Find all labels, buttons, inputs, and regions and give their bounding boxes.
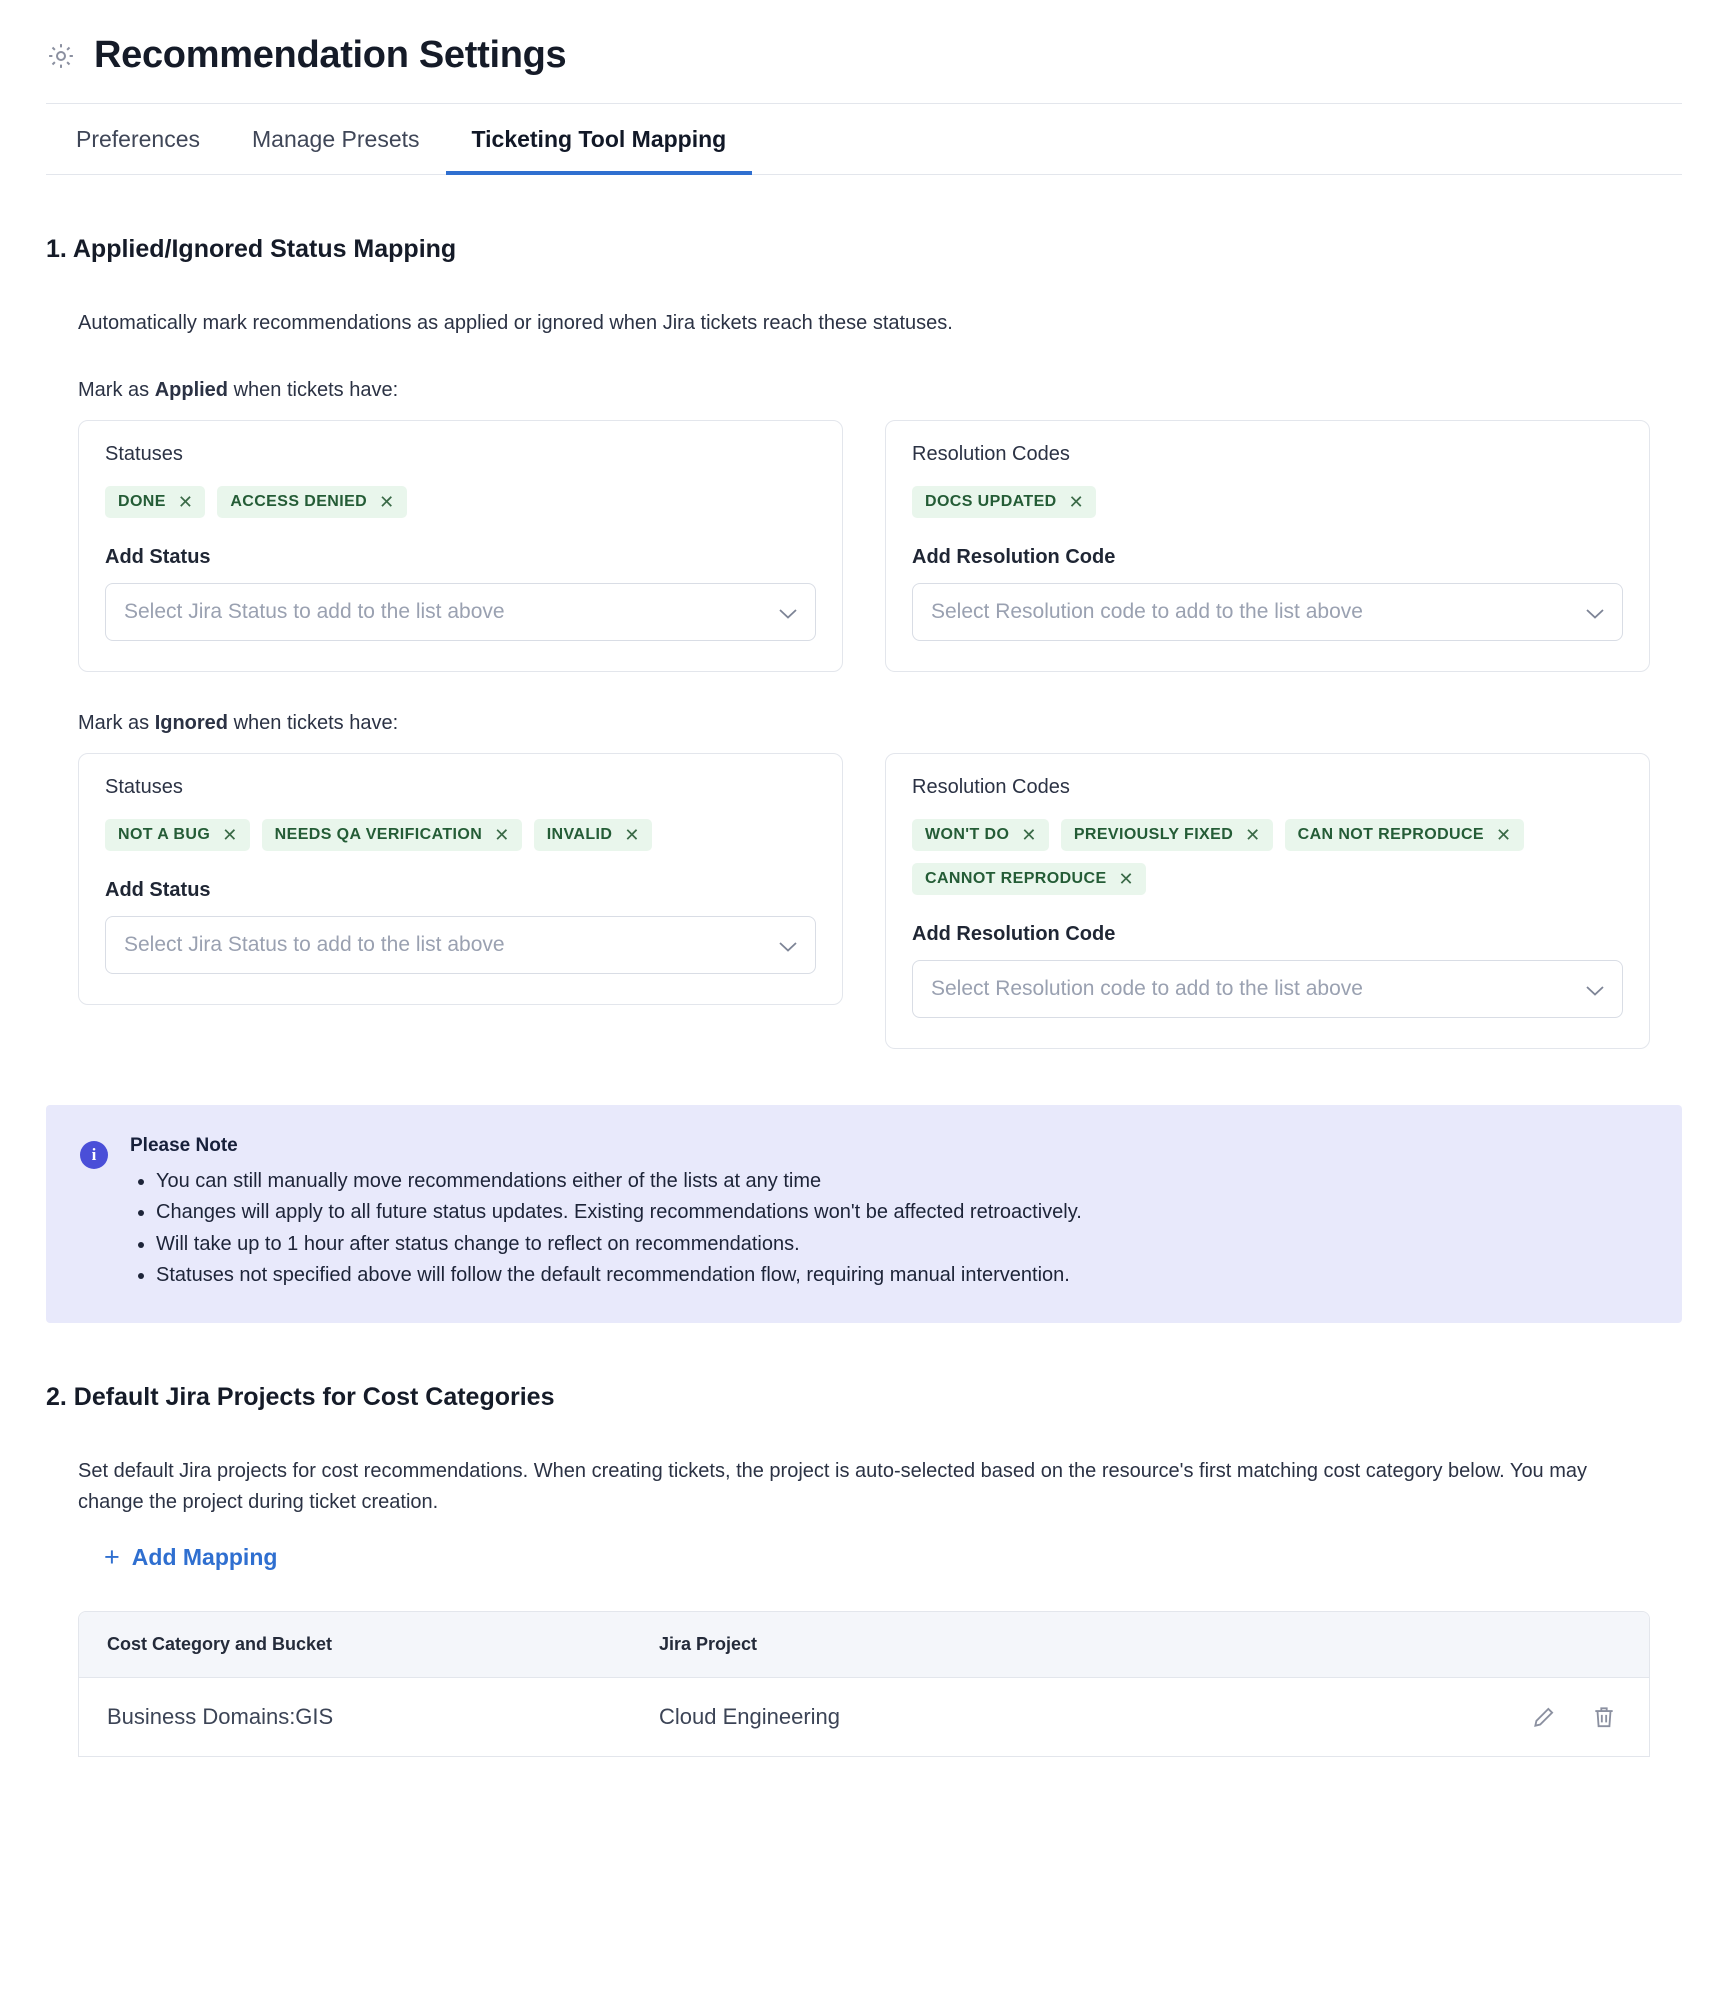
applied-group-label [78, 379, 1650, 402]
note-item: • You can still manually move recommendations either of the lists at any time [156, 1167, 1082, 1195]
cell-cost-category: Business Domains:GIS [107, 1703, 334, 1729]
chip-label: NEEDS QA VERIFICATION [274, 826, 483, 843]
note-list [130, 1167, 1082, 1290]
ignored-add-status-label: Add Status [105, 879, 211, 901]
row-actions [1509, 1704, 1649, 1730]
applied-label-prefix: Mark as [78, 379, 155, 401]
chip[interactable] [262, 819, 522, 851]
chip-remove-icon[interactable]: ✕ [1021, 825, 1037, 845]
chip-remove-icon[interactable]: ✕ [1118, 869, 1135, 889]
chevron-down-icon [1586, 607, 1604, 618]
chevron-down-icon [779, 940, 797, 951]
ignored-label-strong: Ignored [154, 712, 229, 734]
applied-label-suffix: when tickets have: [228, 379, 399, 401]
tab-bar [46, 104, 1682, 175]
applied-statuses-title: Statuses [105, 443, 183, 465]
chip[interactable] [217, 486, 406, 518]
please-note-box [46, 1105, 1682, 1323]
ignored-statuses-card [78, 753, 843, 1005]
chip[interactable] [912, 863, 1146, 895]
add-mapping-button[interactable] [104, 1541, 278, 1572]
chip-remove-icon[interactable]: ✕ [1245, 825, 1261, 845]
applied-resolutions-card [885, 420, 1650, 672]
ignored-resolutions-chips [912, 819, 1623, 895]
delete-icon[interactable] [1591, 1704, 1617, 1730]
ignored-add-resolution-select[interactable] [912, 960, 1623, 1018]
applied-resolutions-chips [912, 486, 1623, 518]
ignored-statuses-title: Statuses [105, 776, 183, 798]
chip-label: DONE [118, 493, 166, 510]
chip[interactable] [105, 819, 250, 851]
section-1-body [46, 308, 1682, 1049]
applied-add-resolution-placeholder: Select Resolution code to add to the list above [931, 600, 1363, 623]
ignored-add-resolution-placeholder: Select Resolution code to add to the list above [931, 977, 1363, 1000]
chip-label: PREVIOUSLY FIXED [1073, 826, 1234, 843]
note-item: • Statuses not specified above will follow the default recommendation flow, requiring manual intervention. [156, 1261, 1082, 1289]
ignored-statuses-chips [105, 819, 816, 851]
tab-ticketing-tool-mapping[interactable]: Ticketing Tool Mapping [446, 104, 753, 175]
section-1-title: 1. Applied/Ignored Status Mapping [46, 235, 457, 263]
applied-add-resolution-select[interactable] [912, 583, 1623, 641]
note-item: • Changes will apply to all future status updates. Existing recommendations won't be affected retroactively. [156, 1198, 1082, 1226]
chip-label: NOT A BUG [118, 826, 211, 843]
applied-label-strong: Applied [154, 379, 229, 401]
plus-icon: + [104, 1541, 120, 1572]
ignored-cards [78, 753, 1650, 1049]
chip-label: DOCS UPDATED [925, 493, 1057, 510]
ignored-label-prefix: Mark as [78, 712, 155, 734]
chip[interactable] [912, 486, 1096, 518]
section-2-body [46, 1456, 1682, 1757]
applied-add-status-label: Add Status [105, 546, 211, 568]
ignored-add-status-placeholder: Select Jira Status to add to the list above [124, 933, 505, 956]
chip-remove-icon[interactable]: ✕ [379, 492, 395, 512]
page-title: Recommendation Settings [94, 34, 567, 76]
applied-resolutions-title: Resolution Codes [912, 443, 1070, 465]
gear-icon [46, 41, 76, 71]
info-icon: i [80, 1141, 108, 1169]
column-header-cost-category: Cost Category and Bucket [107, 1633, 333, 1654]
chip-label: ACCESS DENIED [230, 493, 368, 510]
note-content [130, 1135, 1082, 1293]
chip[interactable] [1285, 819, 1524, 851]
chip[interactable] [1061, 819, 1273, 851]
chip-label: INVALID [546, 826, 613, 843]
applied-cards [78, 420, 1650, 672]
chip-remove-icon[interactable]: ✕ [177, 492, 194, 512]
note-item: • Will take up to 1 hour after status change to reflect on recommendations. [156, 1230, 1082, 1258]
chip-remove-icon[interactable]: ✕ [494, 825, 510, 845]
chevron-down-icon [779, 607, 797, 618]
applied-statuses-chips [105, 486, 816, 518]
chip-label: WON'T DO [925, 826, 1010, 843]
tab-manage-presets[interactable]: Manage Presets [252, 126, 420, 152]
ignored-add-status-select[interactable] [105, 916, 816, 974]
ignored-resolutions-title: Resolution Codes [912, 776, 1070, 798]
section-2-title: 2. Default Jira Projects for Cost Categories [46, 1382, 555, 1411]
cost-category-mapping-table [78, 1611, 1650, 1757]
chip[interactable] [912, 819, 1049, 851]
ignored-label-suffix: when tickets have: [228, 712, 399, 734]
chip[interactable] [534, 819, 652, 851]
column-header-jira-project: Jira Project [659, 1633, 758, 1654]
chip-remove-icon[interactable]: ✕ [1068, 492, 1085, 512]
applied-add-status-select[interactable] [105, 583, 816, 641]
section-2-description: Set default Jira projects for cost recommendations. When creating tickets, the project is auto-selected based on the resource's first matching cost category below. You may change the project during ticket creation. [78, 1459, 1588, 1513]
ignored-resolutions-card [885, 753, 1650, 1049]
applied-add-resolution-label: Add Resolution Code [912, 546, 1116, 568]
chip-label: CAN NOT REPRODUCE [1297, 826, 1485, 843]
applied-statuses-card [78, 420, 843, 672]
ignored-add-resolution-label: Add Resolution Code [912, 923, 1116, 945]
ignored-group-label [78, 712, 1650, 735]
chip-remove-icon[interactable]: ✕ [222, 825, 238, 845]
chevron-down-icon [1586, 984, 1604, 995]
edit-icon[interactable] [1531, 1704, 1557, 1730]
note-title: Please Note [130, 1135, 238, 1156]
chip-remove-icon[interactable]: ✕ [1496, 825, 1512, 845]
section-1-description: Automatically mark recommendations as applied or ignored when Jira tickets reach these statuses. [78, 312, 953, 334]
chip[interactable] [105, 486, 205, 518]
chip-remove-icon[interactable]: ✕ [624, 825, 640, 845]
tab-preferences[interactable]: Preferences [76, 126, 201, 152]
add-mapping-label: Add Mapping [131, 1543, 278, 1570]
table-header-row [79, 1612, 1649, 1678]
applied-add-status-placeholder: Select Jira Status to add to the list above [124, 600, 505, 623]
table-row [79, 1678, 1649, 1756]
chip-label: CANNOT REPRODUCE [925, 870, 1107, 887]
cell-jira-project: Cloud Engineering [659, 1703, 841, 1729]
page-header [46, 34, 1682, 103]
